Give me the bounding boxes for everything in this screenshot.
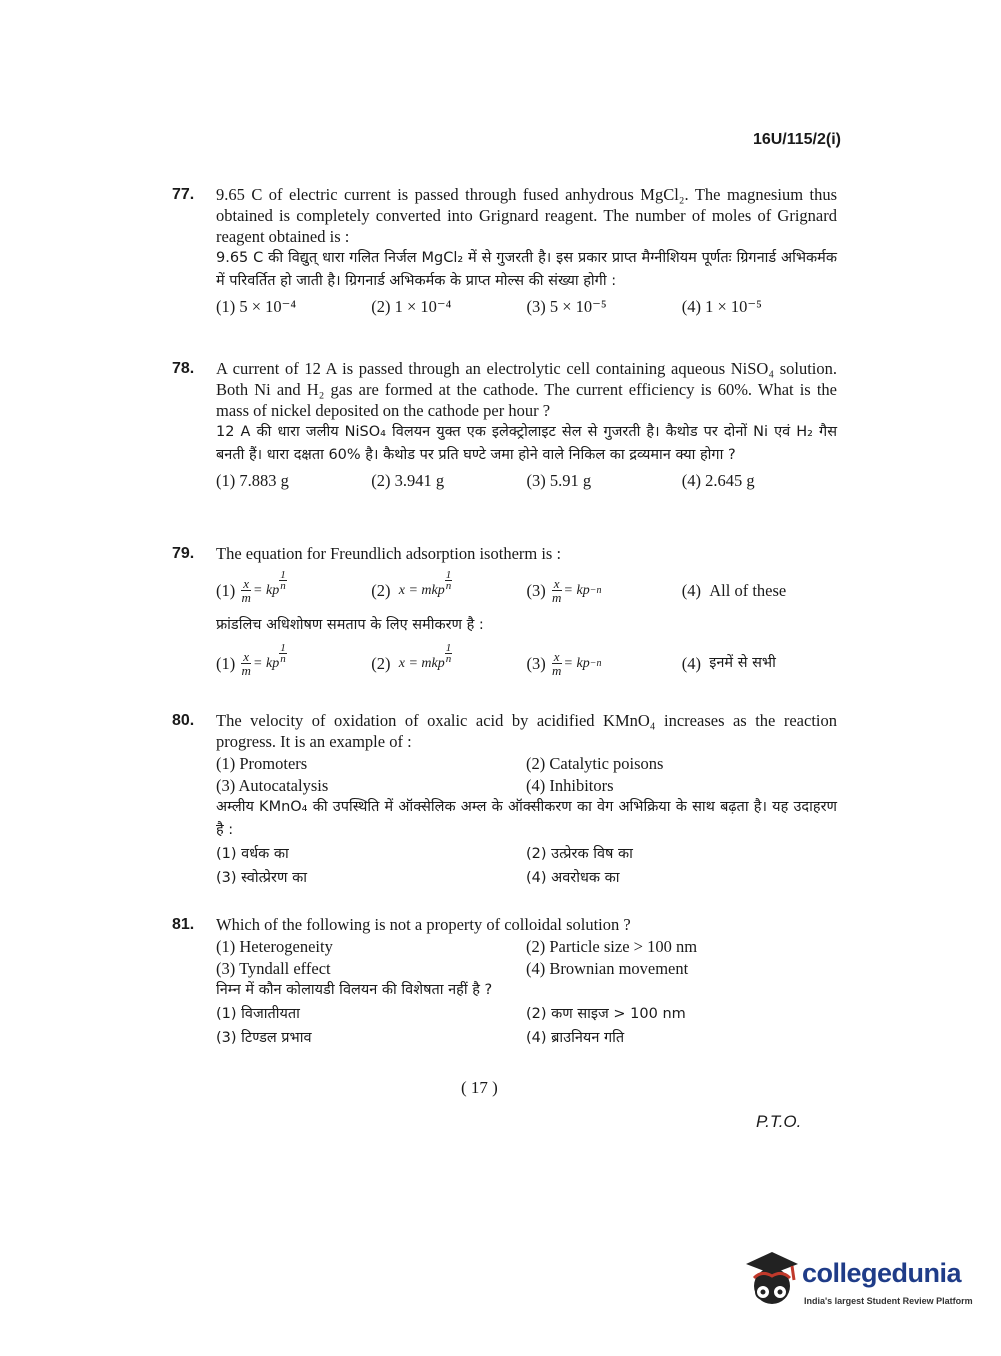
question-number: 77.	[172, 186, 195, 203]
option-1[interactable]: (1) Promoters	[216, 754, 308, 773]
option-1[interactable]: (1) Heterogeneity	[216, 937, 333, 956]
question-text-hi: 12 A की धारा जलीय NiSO₄ विलयन युक्त एक इलेक्ट्रोलाइट सेल से गुजरती है। कैथोड पर दोनों Ni एवं H₂ गैस बनती हैं। धारा दक्षता 60% है। कैथोड पर प्रति घण्टे जमा होने वाले निकिल का द्रव्यमान क्या होगा ?	[216, 424, 837, 463]
option-4[interactable]: (4) अवरोधक का	[526, 870, 620, 886]
options-hi	[216, 843, 837, 890]
options-en	[216, 570, 837, 610]
question-80	[172, 710, 837, 890]
option-1[interactable]: (1) वर्धक का	[216, 846, 289, 862]
option-4[interactable]: (4) 1 × 10⁻⁵	[681, 297, 762, 316]
option-3[interactable]: (3) 5 × 10⁻⁵	[526, 297, 607, 316]
brand-tagline: India's largest Student Review Platform	[804, 1296, 973, 1306]
options-en	[216, 936, 837, 979]
option-1[interactable]: (1) 5 × 10⁻⁴	[216, 297, 297, 316]
options-hi	[216, 1003, 837, 1050]
mascot-icon	[742, 1250, 800, 1312]
question-81	[172, 914, 837, 1050]
question-text-en: The velocity of oxidation of oxalic acid by acidified KMnO₄ increases as the reaction progress. It is an example of :	[216, 711, 837, 751]
option-2[interactable]: (2) x = mkp 1 n	[371, 641, 452, 673]
option-4[interactable]: (4) Inhibitors	[526, 776, 614, 795]
question-text-en: A current of 12 A is passed through an electrolytic cell containing aqueous NiSO₄ solution. Both Ni and H₂ gas are formed at the cathode. The current efficiency is 60%. What is the mass of nickel deposited on the cathode per hour ?	[216, 359, 837, 420]
question-number: 80.	[172, 712, 195, 729]
question-text-hi: निम्न में कौन कोलायडी विलयन की विशेषता नहीं है ?	[216, 982, 493, 998]
question-78	[172, 358, 837, 491]
option-2[interactable]: (2) 3.941 g	[371, 471, 445, 490]
options	[216, 470, 837, 491]
option-1[interactable]: (1) विजातीयता	[216, 1006, 300, 1022]
option-2[interactable]: (2) Particle size > 100 nm	[526, 937, 698, 956]
option-2[interactable]: (2) Catalytic poisons	[526, 754, 664, 773]
paper-code: 16U/115/2(i)	[752, 131, 841, 148]
option-1[interactable]: (1) 7.883 g	[216, 471, 289, 490]
question-text-en: Which of the following is not a property of colloidal solution ?	[216, 915, 631, 934]
options	[216, 296, 837, 317]
option-4[interactable]: (4) इनमें से सभी	[681, 653, 776, 673]
options-hi	[216, 643, 837, 683]
question-79	[172, 543, 837, 687]
options-en	[216, 753, 837, 796]
question-text-hi: अम्लीय KMnO₄ की उपस्थिति में ऑक्सेलिक अम्ल के ऑक्सीकरण का वेग अभिक्रिया के साथ बढ़ता है। यह उदाहरण है :	[216, 799, 837, 838]
option-3[interactable]: (3) 5.91 g	[526, 471, 592, 490]
option-2[interactable]: (2) 1 × 10⁻⁴	[371, 297, 452, 316]
question-number: 78.	[172, 360, 195, 377]
page-number: ( 17 )	[461, 1078, 498, 1097]
question-number: 81.	[172, 916, 195, 933]
option-4[interactable]: (4) ब्राउनियन गति	[526, 1030, 625, 1046]
brand-name: collegedunia	[802, 1258, 962, 1288]
option-4[interactable]: (4) All of these	[681, 580, 787, 600]
option-2[interactable]: (2) कण साइज > 100 nm	[526, 1006, 686, 1022]
pto-label: P.T.O.	[756, 1112, 802, 1131]
question-77	[172, 184, 837, 317]
option-2[interactable]: (2) x = mkp 1 n	[371, 568, 452, 600]
option-4[interactable]: (4) 2.645 g	[681, 471, 755, 490]
question-number: 79.	[172, 545, 195, 562]
option-1[interactable]: (1) $\frac{x}{m}$ = kp 1 n	[216, 568, 286, 605]
collegedunia-logo[interactable]	[742, 1250, 972, 1320]
option-3[interactable]: (3) $\frac{x}{m}$ = kp −n	[526, 575, 602, 605]
option-3[interactable]: (3) $\frac{x}{m}$ = kp −n	[526, 648, 602, 678]
option-3[interactable]: (3) Autocatalysis	[216, 776, 329, 795]
question-text-hi: 9.65 C की विद्युत् धारा गलित निर्जल MgCl₂ में से गुजरती है। इस प्रकार प्राप्त मैग्नीशियम पूर्णतः ग्रिगनार्ड अभिकर्मक में परिवर्तित हो जाती है। ग्रिगनार्ड अभिकर्मक के प्राप्त मोल्स की संख्या होगी :	[216, 250, 837, 289]
option-2[interactable]: (2) उत्प्रेरक विष का	[526, 846, 633, 862]
question-text-hi: फ्रांडलिच अधिशोषण समताप के लिए समीकरण है :	[216, 617, 484, 633]
option-3[interactable]: (3) Tyndall effect	[216, 959, 331, 978]
option-3[interactable]: (3) स्वोत्प्रेरण का	[216, 870, 307, 886]
question-text-en: 9.65 C of electric current is passed through fused anhydrous MgCl₂. The magnesium thus obtained is completely converted into Grignard reagent. The number of moles of Grignard reagent obtained is :	[216, 185, 837, 246]
option-3[interactable]: (3) टिण्डल प्रभाव	[216, 1030, 312, 1046]
question-text-en: The equation for Freundlich adsorption isotherm is :	[216, 544, 562, 563]
option-1[interactable]: (1) $\frac{x}{m}$ = kp 1 n	[216, 641, 286, 678]
option-4[interactable]: (4) Brownian movement	[526, 959, 689, 978]
